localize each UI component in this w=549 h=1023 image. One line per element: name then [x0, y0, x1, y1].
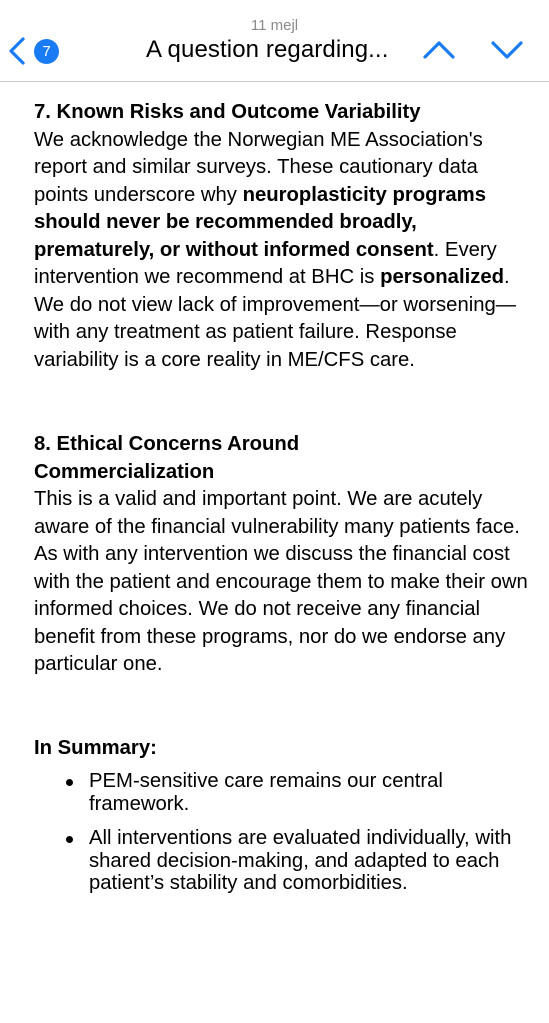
- unread-count-badge: 7: [34, 39, 59, 64]
- thread-subject-title: A question regarding...: [146, 36, 389, 63]
- paragraph-text: . Every intervention we recommend at BHC is: [34, 238, 497, 288]
- section-summary: [34, 735, 534, 895]
- paragraph-text: We acknowledge the Norwegian ME Association's report and similar surveys. These cautionary data points underscore why: [34, 128, 483, 206]
- summary-heading: In Summary:: [34, 736, 157, 759]
- previous-message-button[interactable]: [422, 35, 456, 65]
- section-paragraph: This is a valid and important point. We are acutely aware of the financial vulnerability many patients face. As with any intervention we discuss the financial cost with the patient and encourage them to make their own informed choices. We do not receive any financial benefit from these programs, nor do we endorse any particular one.: [34, 488, 528, 675]
- chevron-up-icon: [422, 35, 456, 65]
- email-body: [34, 99, 534, 907]
- next-message-button[interactable]: [490, 35, 524, 65]
- list-item: [56, 827, 521, 895]
- chevron-down-icon: [490, 35, 524, 65]
- paragraph-text: . We do not view lack of improvement—or worsening—with any treatment as patient failure. Response variability is a core reality in ME/CFS care.: [34, 266, 517, 371]
- paragraph-emphasis: personalized: [380, 266, 505, 288]
- section-heading: 7. Known Risks and Outcome Variability: [34, 101, 421, 123]
- list-item-text: All interventions are evaluated individually, with shared decision-making, and adapted to each patient’s stability and comorbidities.: [89, 827, 512, 894]
- paragraph-emphasis: neuroplasticity programs should never be recommended broadly, prematurely, or without informed consent: [34, 183, 486, 261]
- section-known-risks: [34, 99, 534, 374]
- list-item-text: PEM-sensitive care remains our central framework.: [89, 770, 443, 815]
- list-item: [56, 770, 521, 815]
- bullet-icon: [66, 779, 73, 786]
- section-ethical-concerns: [34, 431, 534, 679]
- section-heading-continued: Commercialization: [34, 460, 215, 483]
- message-count-label: 11 mejl: [250, 17, 299, 34]
- back-button[interactable]: [8, 33, 59, 69]
- summary-list: [56, 770, 521, 895]
- chevron-left-icon: [8, 36, 26, 66]
- bullet-icon: [66, 836, 73, 843]
- section-heading: 8. Ethical Concerns Around: [34, 433, 300, 455]
- section-paragraph: [34, 127, 534, 375]
- mail-navigation-bar: [0, 0, 549, 82]
